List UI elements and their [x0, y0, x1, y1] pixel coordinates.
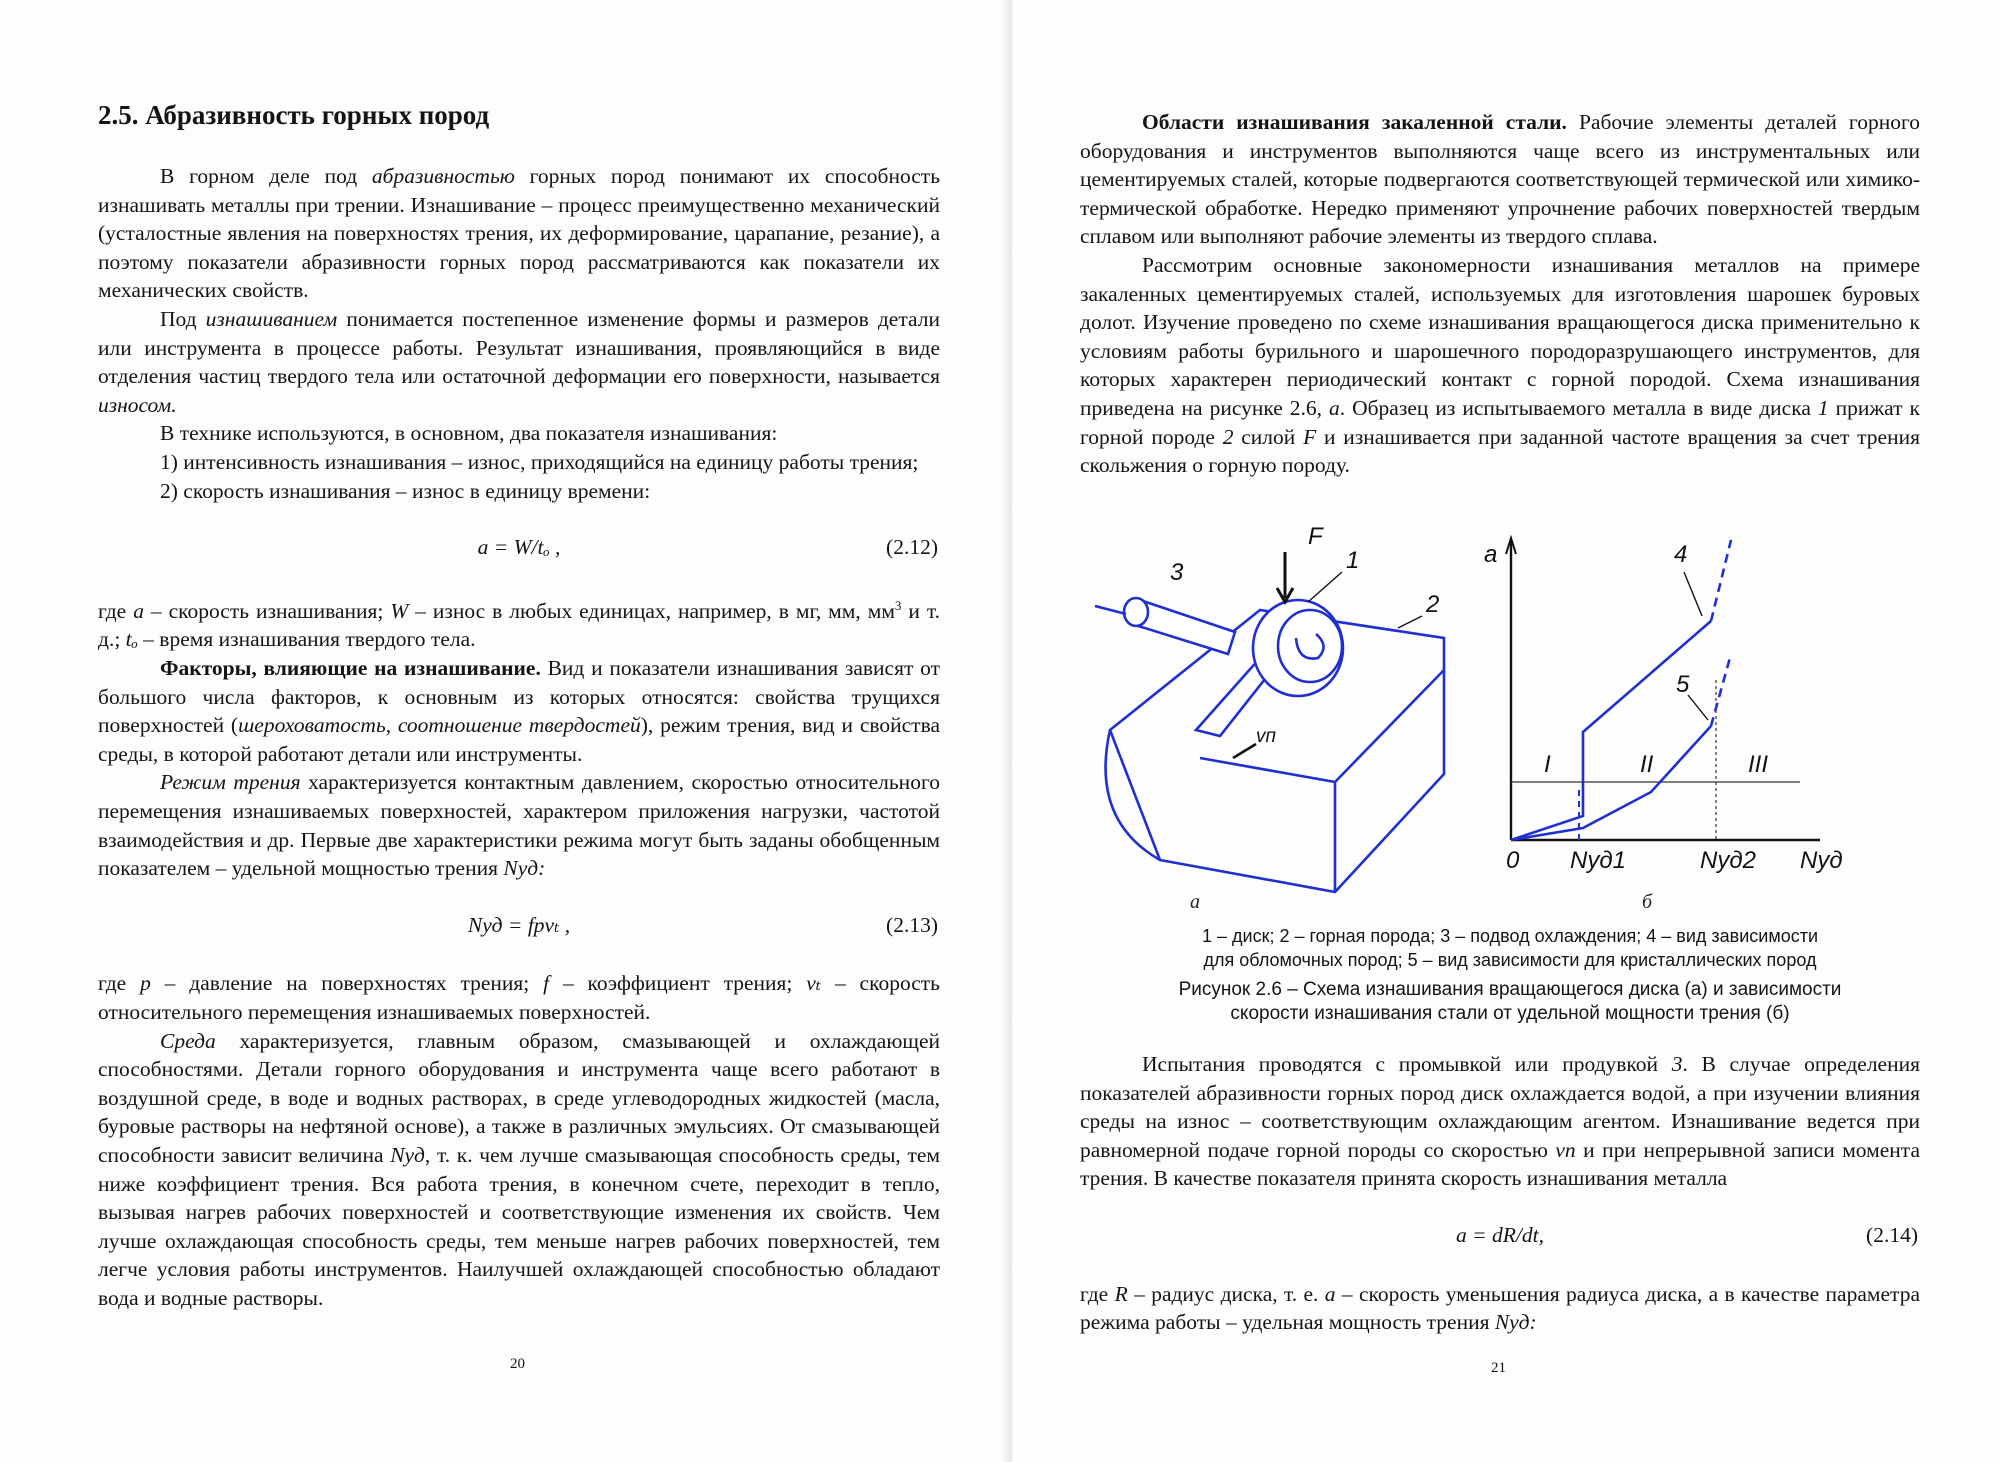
paragraph-formula-legend: где R – радиус диска, т. е. a – скорость уменьшения радиуса диска, а в качестве параметра режима работы – удельная мощность трения Nуд: — [1080, 1281, 1920, 1335]
right-text-block-top — [1080, 108, 1920, 480]
formula-2-14: a = dR/dt, (2.14) — [1456, 1222, 1918, 1247]
paragraph-medium: Среда характеризуется, главным образом, смазывающей и охлаждающей способностями. Детали горного оборудования и инструмента чаще всего работают в воздушной среде, в воде и водных растворах, в среде углеводородных жидкостей (масла, буровые растворы на нефтяной основе), а также в различных эмульсиях. От смазывающей способности зависит величина Nуд, т. к. чем лучше смазывающая способность среды, тем ниже коэффициент трения. Вся работа трения, в конечном счете, переходит в тепло, вызывая нагрев рабочих поверхностей и соответствующие изменения их свойств. Чем лучше охлаждающая способность среды, тем меньше нагрев рабочих поверхностей, тем легче условия работы инструментов. Наилучшей охлаждающей способностью обладают вода и водные растворы. — [98, 1028, 941, 1310]
leader-line — [1398, 616, 1422, 628]
label-tick-n1: Nуд1 — [1570, 847, 1626, 874]
label-series-4: 4 — [1674, 541, 1688, 568]
paragraph-disc-scheme: Рассмотрим основные закономерности изнашивания металлов на примере закаленных цементируемых сталей, используемых для изготовления шарошек буровых долот. Изучение проведено по схеме изнашивания вращающегося диска применительно к условиям работы бурильного и шарошечного породоразрушающего инструментов, для которых характерен периодический контакт с горной породой. Схема изнашивания приведена на рисунке 2.6, а. Образец из испытываемого металла в виде диска 1 прижат к горной породе 2 силой F и изнашивается при заданной частоте вращения за счет трения скольжения о горную породу. — [1080, 252, 1920, 478]
figure-legend: 1 – диск; 2 – горная порода; 3 – подвод охлаждения; 4 – вид зависимости для обломочных пород; 5 – вид зависимости для кристаллических пород — [1201, 926, 1819, 970]
page-number: 21 — [1491, 1360, 1506, 1376]
cooling-arrow — [1095, 606, 1126, 614]
label-axis-y: a — [1484, 541, 1498, 568]
disc-scheme-drawing — [1095, 552, 1444, 892]
chart-series-4-extension — [1711, 540, 1731, 621]
page-number: 20 — [510, 1356, 525, 1372]
label-axis-x: Nуд — [1800, 847, 1843, 874]
paragraph-indicators: В технике используются, в основном, два показателя изнашивания: — [160, 421, 778, 446]
paragraph-formula-legend: где a – скорость изнашивания; W – износ в любых единицах, например, в мг, мм, $мм^3$ и т. д.; tₒ – время изнашивания твердого тела. — [98, 597, 940, 652]
figure-2-6 — [1080, 520, 1940, 1024]
wear-chart — [1506, 538, 1820, 840]
paragraph-abrasivity: В горном деле под абразивностью горных пород понимают их способность изнашивать металлы при трении. Изнашивание – процесс преимущественно механический (усталостные явления на поверхностях трения, их деформирование, царапание, резание), а поэтому показатели абразивности горных пород рассматриваются как показатели их механических свойств. — [98, 164, 941, 303]
feed-arrow — [1233, 744, 1256, 758]
paragraph-wear: Под изнашиванием понимается постепенное изменение формы и размеров детали или инструмента в процессе работы. Результат изнашивания, проявляющийся в виде отделения частиц твердого тела или остаточной деформации его поверхности, называется износом. — [98, 306, 940, 417]
label-zone-I: I — [1544, 751, 1551, 778]
paragraph-tests: Испытания проводятся с промывкой или продувкой 3. В случае определения показателей абразивности горных пород диск охлаждается водой, а при изучении влияния среды на износ – соответствующим охлаждающим агентом. Изнашивание ведется при равномерной подаче горной породы со скоростью vп и при непрерывной записи момента трения. В качестве показателя принята скорость изнашивания металла — [1080, 1052, 1920, 1191]
label-feed-velocity: vп — [1256, 726, 1276, 747]
label-1: 1 — [1346, 547, 1360, 574]
label-force: F — [1308, 523, 1323, 550]
paragraph-friction-mode: Режим трения характеризуется контактным давлением, скоростью относительного перемещения изнашиваемых поверхностей, характером приложения нагрузки, частотой взаимодействия и др. Первые две характеристики режима могут быть заданы обобщенным показателем – удельной мощностью трения Nуд: — [98, 770, 940, 881]
formula-2-13: Nуд = fpvₜ , (2.13) — [467, 912, 938, 937]
label-series-5: 5 — [1676, 671, 1690, 698]
list-item: 1) интенсивность изнашивания – износ, приходящийся на единицу работы трения; — [160, 449, 919, 474]
chart-series-layer — [1511, 540, 1731, 840]
paragraph-hardened-steel: Области изнашивания закаленной стали. Рабочие элементы деталей горного оборудования и инструментов выполняются чаще всего из инструментальных или цементируемых сталей, которые подвергаются соответствующей термической или химико-термической обработке. Нередко применяют упрочнение рабочих поверхностей твердым сплавом или выполняют рабочие элементы из твердого сплава. — [1080, 110, 1920, 249]
list-item: 2) скорость изнашивания – износ в единицу времени: — [160, 478, 651, 503]
leader-line — [1308, 572, 1342, 602]
figure-caption: Рисунок 2.6 – Схема изнашивания вращающегося диска (а) и зависимости скорости изнашивания стали от удельной мощности трения (б) — [1178, 979, 1842, 1024]
paragraph-formula-legend: где p – давление на поверхностях трения; f – коэффициент трения; vₜ – скорость относительного перемещения изнашиваемых поверхностей. — [98, 971, 940, 1024]
cooling-pipe-end — [1124, 598, 1148, 626]
label-2: 2 — [1426, 591, 1440, 618]
chart-series-5-extension — [1711, 654, 1731, 726]
section-heading: 2.5. Абразивность горных пород — [98, 100, 490, 130]
label-3: 3 — [1170, 559, 1184, 586]
label-zone-II: II — [1640, 751, 1654, 778]
leader-line — [1688, 695, 1708, 720]
paragraph-factors: Факторы, влияющие на изнашивание. Вид и показатели изнашивания зависят от большого числа факторов, к основным из которых относятся: свойства трущихся поверхностей (шероховатость, соотношение твердостей), режим трения, вид и свойства среды, в которой работают детали или инструменты. — [98, 656, 940, 766]
right-text-block-bottom — [1080, 1050, 1920, 1337]
label-origin: 0 — [1506, 847, 1520, 874]
label-zone-III: III — [1748, 751, 1769, 778]
left-text-block — [98, 162, 940, 1313]
subfigure-label-b: б — [1642, 891, 1653, 913]
subfigure-label-a: а — [1190, 891, 1200, 913]
label-tick-n2: Nуд2 — [1700, 847, 1756, 874]
chart-series-5-line — [1511, 726, 1711, 840]
formula-2-12: a = W/tₒ , (2.12) — [477, 535, 938, 560]
leader-line — [1684, 572, 1702, 616]
chart-series-4-line — [1511, 621, 1711, 840]
